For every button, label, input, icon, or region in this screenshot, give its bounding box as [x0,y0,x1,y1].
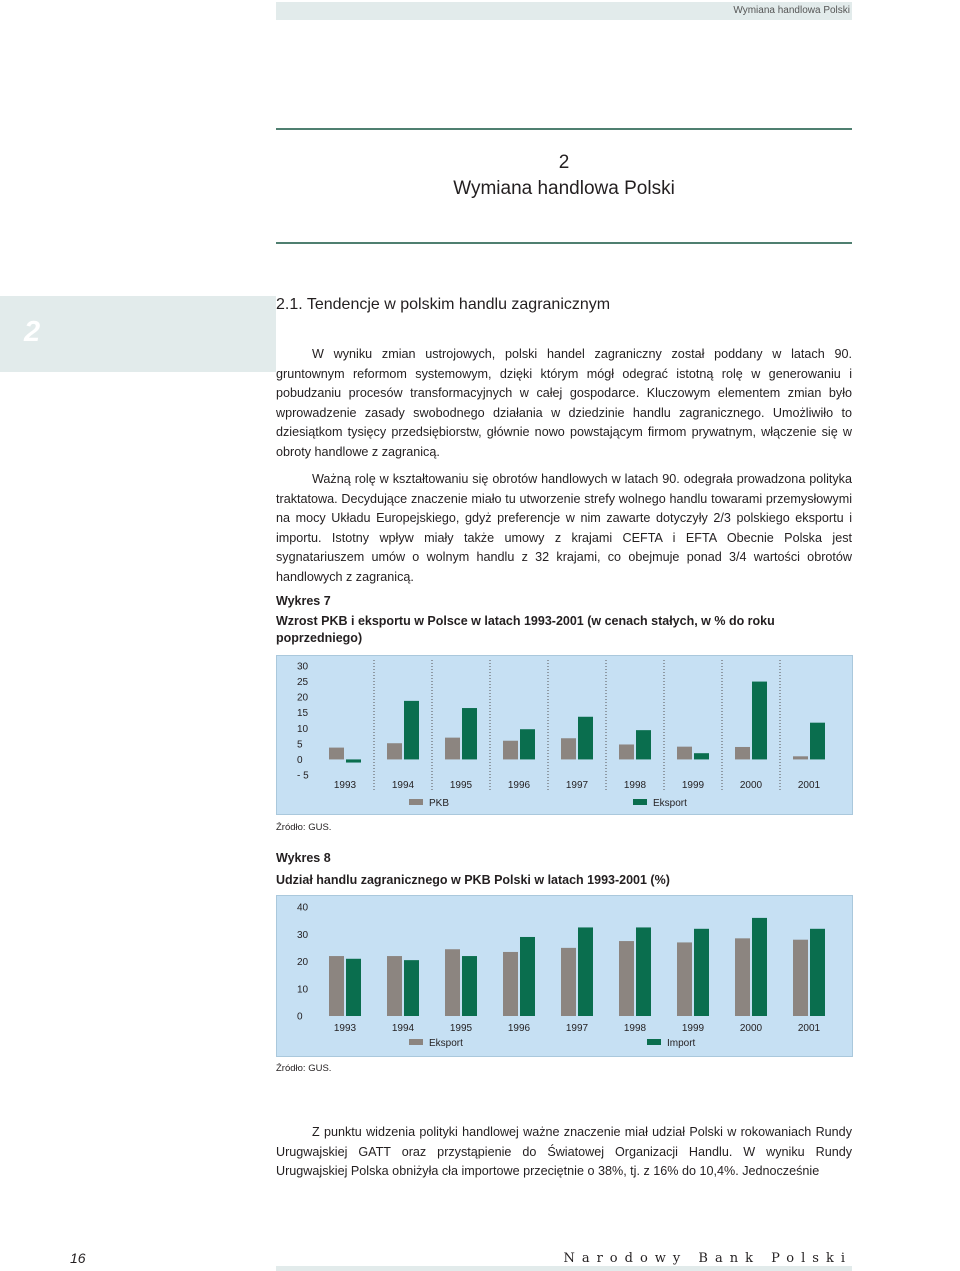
bar-pkb-1993 [329,748,344,760]
bar-import-1993 [346,959,361,1016]
bar-pkb-1997 [561,738,576,759]
bar-import-1995 [462,956,477,1016]
chapter-tab-number: 2 [24,316,41,348]
bar-import-2000 [752,918,767,1016]
chapter-number: 2 [558,152,570,173]
category-label: 1996 [507,780,531,791]
chapter-side-tab [0,296,276,372]
page-number: 16 [70,1250,86,1266]
category-label: 2000 [739,780,763,791]
bar-pkb-1998 [619,744,634,759]
figure-8-label: Wykres 8 [276,851,331,865]
paragraph-3 [276,1123,852,1182]
category-label: 2001 [797,780,821,791]
category-label: 1997 [565,1023,589,1034]
y-tick-label: 5 [297,739,303,751]
category-label: 2001 [797,1023,821,1034]
category-label: 1995 [449,780,473,791]
bar-eksport-2000 [735,938,750,1016]
category-label: 1999 [681,780,705,791]
bar-eksport-1997 [578,717,593,760]
legend-label-eksport: Eksport [429,1038,463,1049]
bar-pkb-1999 [677,747,692,760]
bar-pkb-2000 [735,747,750,759]
bar-eksport-1998 [636,730,651,759]
y-tick-label: - 5 [297,770,309,782]
bar-eksport-1996 [503,952,518,1016]
category-label: 1997 [565,780,589,791]
paragraph-2-text: Ważną rolę w kształtowaniu się obrotów handlowych w latach 90. odegrała prowadzona polityka traktatowa. Decydujące znaczenie miało tu utworzenie strefy wolnego handlu towarami przemysłowymi na mocy Układu Europejskiego, gdyż preferencje w nim zawarte dotyczyły 2/3 polskiego eksportu i importu. Istotny wpływ miały także umowy z krajami CEFTA i EFTA Obecnie Polska jest sygnatariuszem umów o wolnym handlu z 32 krajami, co obejmuje ponad 3/4 wartości obrotów handlowych z zagranicą. [276,472,852,584]
legend-swatch-pkb [409,799,423,805]
bar-import-1998 [636,927,651,1016]
category-label: 2000 [739,1023,763,1034]
y-tick-label: 15 [297,708,309,720]
bar-import-1994 [404,960,419,1016]
legend-swatch-eksport [409,1039,423,1045]
bar-eksport-1999 [677,942,692,1016]
paragraph-3-text: Z punktu widzenia polityki handlowej ważne znaczenie miał udział Polski w rokowaniach Rundy Urugwajskiej GATT oraz przystąpienie do Światowej Organizacji Handlu. W wyniku Rundy Urugwajskiej Polska obniżyła cła importowe przeciętnie o 38%, tj. z 16% do 10,4%. Jednocześnie [276,1125,852,1178]
paragraph-2 [276,470,852,587]
y-tick-label: 20 [297,957,309,968]
bar-eksport-1998 [619,941,634,1016]
y-tick-label: 20 [297,692,309,704]
top-divider [276,128,852,130]
figure-8-title: Udział handlu zagranicznego w PKB Polski w latach 1993-2001 (%) [276,873,670,887]
y-tick-label: 10 [297,984,309,996]
category-label: 1994 [391,1023,415,1034]
bar-pkb-1996 [503,741,518,760]
bar-import-1997 [578,927,593,1016]
legend-swatch-import [647,1039,661,1045]
bar-eksport-2001 [793,940,808,1016]
y-tick-label: 0 [297,1011,303,1023]
figure-7-source: Źródło: GUS. [276,822,332,833]
paragraph-1-text: W wyniku zmian ustrojowych, polski handel zagraniczny został poddany w latach 90. gruntownym reformom systemowym, dzięki którym mógł odegrać istotną rolę w generowaniu i pobudzaniu procesów transformacyjnych w całej gospodarce. Kluczowym elementem zmian było wprowadzenie zasady swobodnego działania w dziedzinie handlu zagranicznego. Umożliwiło to dziesiątkom tysięcy przedsiębiorstw, głównie nowo powstającym firmom prywatnym, włączenie się w obroty handlowe z zagranicą. [276,347,852,459]
section-title: 2.1. Tendencje w polskim handlu zagranicznym [276,296,611,313]
figure-8-svg [277,896,852,1056]
bar-eksport-1994 [404,701,419,760]
bar-import-1999 [694,929,709,1016]
bar-eksport-1996 [520,729,535,759]
figure-8-source: Źródło: GUS. [276,1063,332,1074]
bar-eksport-1995 [462,708,477,759]
bar-eksport-2001 [810,723,825,760]
category-label: 1999 [681,1023,705,1034]
bar-pkb-2001 [793,756,808,759]
bar-eksport-1994 [387,956,402,1016]
figure-8-chart [276,895,853,1057]
y-tick-label: 25 [297,677,309,689]
bar-eksport-2000 [752,682,767,760]
bar-import-1996 [520,937,535,1016]
footer-bar [276,1266,852,1271]
category-label: 1995 [449,1023,473,1034]
category-label: 1996 [507,1023,531,1034]
legend-label-pkb: PKB [429,798,450,809]
figure-7-svg [277,656,852,814]
figure-7-chart [276,655,853,815]
y-tick-label: 10 [297,723,309,735]
legend-swatch-eksport [633,799,647,805]
legend-label-eksport: Eksport [653,798,687,809]
category-label: 1993 [333,780,357,791]
y-tick-label: 30 [297,661,309,673]
bar-pkb-1995 [445,738,460,760]
category-label: 1998 [623,780,647,791]
bar-eksport-1995 [445,949,460,1016]
bottom-divider [276,242,852,244]
y-tick-label: 30 [297,929,309,941]
bar-import-2001 [810,929,825,1016]
bar-eksport-1993 [346,759,361,762]
legend-label-import: Import [667,1038,696,1049]
category-label: 1994 [391,780,415,791]
bar-eksport-1993 [329,956,344,1016]
category-label: 1993 [333,1023,357,1034]
y-tick-label: 40 [297,902,309,914]
publisher-name: Narodowy Bank Polski [563,1251,852,1266]
figure-7-title: Wzrost PKB i eksportu w Polsce w latach 1993-2001 (w cenach stałych, w % do roku poprzedniego) [276,614,775,645]
chapter-title: Wymiana handlowa Polski [453,178,675,199]
figure-7-label: Wykres 7 [276,594,331,608]
y-tick-label: 0 [297,754,303,766]
bar-eksport-1997 [561,948,576,1016]
paragraph-1 [276,345,852,462]
category-label: 1998 [623,1023,647,1034]
running-title: Wymiana handlowa Polski [733,5,850,16]
bar-eksport-1999 [694,753,709,759]
bar-pkb-1994 [387,743,402,759]
